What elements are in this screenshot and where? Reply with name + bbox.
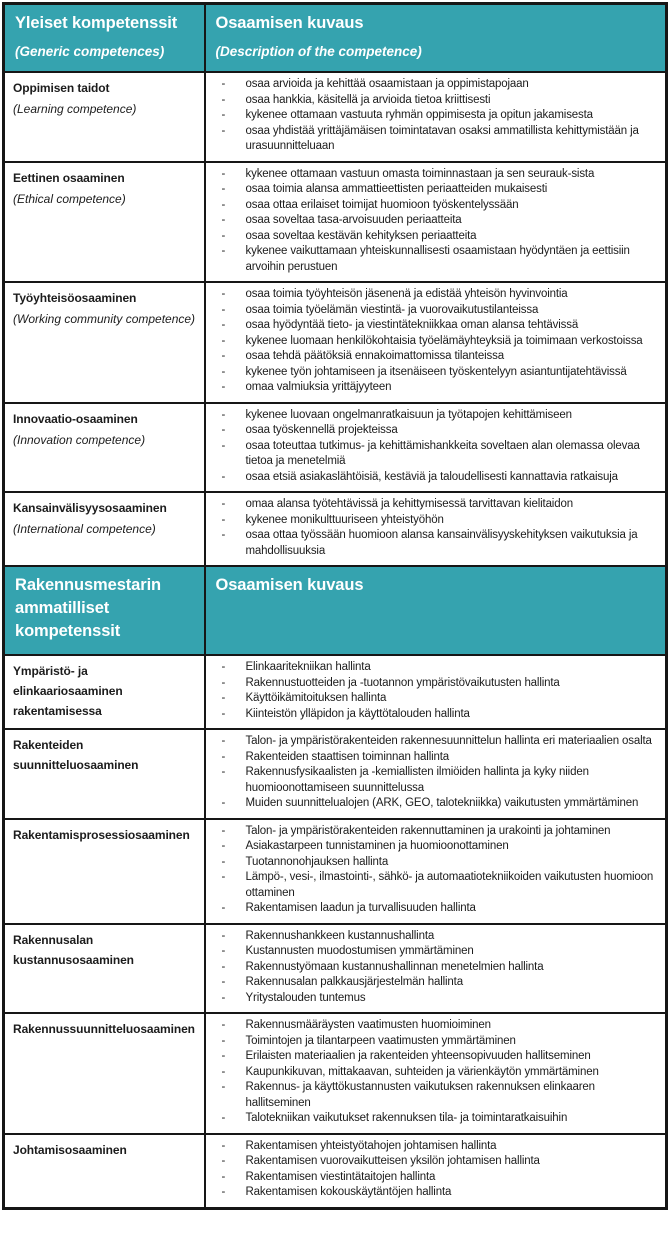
bullet-item xyxy=(206,824,660,840)
competence-row xyxy=(4,492,667,566)
bullet-item xyxy=(206,855,660,871)
bullet-item xyxy=(206,287,660,303)
bullet-text: osaa arvioida ja kehittää osaamistaan ja oppimistapojaan xyxy=(245,78,529,90)
section-header-right-cell xyxy=(205,566,667,655)
competence-label-content xyxy=(5,1014,204,1045)
bullet-item xyxy=(206,380,660,396)
bullet-text: osaa hankkia, käsitellä ja arvioida tietoa kriittisesti xyxy=(245,93,491,106)
bullet-item xyxy=(206,1049,660,1065)
bullet-dash: - xyxy=(221,78,226,90)
bullet-item xyxy=(206,796,660,812)
bullet-item xyxy=(206,991,660,1007)
competence-row xyxy=(4,924,667,1014)
competence-row xyxy=(4,819,667,924)
bullet-text: Talon- ja ympäristörakenteiden rakennesuunnittelun hallinta eri materiaalien osalta xyxy=(245,735,652,747)
bullet-list xyxy=(206,283,666,402)
description-cell xyxy=(205,819,667,924)
bullet-dash: - xyxy=(221,93,226,106)
description-header-title: Osaamisen kuvaus xyxy=(215,14,364,32)
competence-title: Kansainvälisyysosaaminen xyxy=(13,501,167,515)
bullet-list xyxy=(206,820,666,923)
competence-title: Rakentamisprosessiosaaminen xyxy=(13,827,190,842)
bullet-item xyxy=(206,901,660,917)
bullet-text: Rakenteiden staattisen toiminnan hallinta xyxy=(245,750,450,763)
section-header-row xyxy=(4,4,667,73)
bullet-dash: - xyxy=(221,1081,226,1093)
section-header-left-cell xyxy=(4,566,205,655)
bullet-text: Rakentamisen viestintätaitojen hallinta xyxy=(245,1170,436,1183)
bullet-item xyxy=(206,213,660,229)
bullet-dash: - xyxy=(221,692,226,704)
bullet-text: osaa soveltaa kestävän kehityksen periaatteita xyxy=(245,229,477,242)
bullet-item xyxy=(206,1139,660,1155)
bullet-dash: - xyxy=(221,1065,226,1078)
bullet-dash: - xyxy=(221,381,226,393)
competence-table xyxy=(2,2,668,1210)
bullet-item xyxy=(206,691,660,707)
competence-label-cell xyxy=(4,492,205,566)
competence-label-content xyxy=(5,925,204,976)
competence-row xyxy=(4,1013,667,1134)
description-cell xyxy=(205,282,667,403)
bullet-list xyxy=(206,404,666,492)
competence-label-content xyxy=(5,163,204,215)
competence-row xyxy=(4,282,667,403)
section-header-right-content xyxy=(206,5,666,71)
bullet-dash: - xyxy=(221,183,226,195)
bullet-item xyxy=(206,182,660,198)
competence-subtitle: (Learning competence) xyxy=(13,102,137,116)
bullet-list xyxy=(206,925,666,1013)
bullet-text: kykenee työn johtamiseen ja itsenäiseen työskentelyyn asiantuntijatehtävissä xyxy=(245,365,627,378)
bullet-item xyxy=(206,423,660,439)
bullet-item xyxy=(206,497,660,513)
bullet-dash: - xyxy=(221,513,226,526)
bullet-item xyxy=(206,960,660,976)
bullet-text: osaa toteuttaa tutkimus- ja kehittämishankkeita soveltaen alan olemassa olevaa tietoa ja menetelmiä xyxy=(245,439,640,467)
bullet-item xyxy=(206,77,660,93)
section-header-title: Rakennusmestarin ammatilliset kompetenssit xyxy=(15,576,162,640)
bullet-item xyxy=(206,349,660,365)
bullet-text: Rakennus- ja käyttökustannusten vaikutuksen rakennuksen elinkaaren hallitseminen xyxy=(245,1081,595,1109)
section-header-subtitle: (Generic competences) xyxy=(15,44,165,59)
bullet-dash: - xyxy=(221,902,226,914)
bullet-text: kykenee luovaan ongelmanratkaisuun ja työtapojen kehittämiseen xyxy=(245,408,572,421)
bullet-dash: - xyxy=(221,929,226,942)
bullet-text: osaa hyödyntää tieto- ja viestintätekniikkaa oman alansa tehtävissä xyxy=(245,319,579,331)
bullet-text: kykenee vaikuttamaan yhteiskunnallisesti osaamistaan hyödyntäen ja eettisiin arvoihin perustuen xyxy=(245,245,630,273)
section-header-left-content xyxy=(5,5,204,71)
competence-subtitle: (Ethical competence) xyxy=(13,191,126,206)
section-header-right-cell xyxy=(205,4,667,73)
bullet-dash: - xyxy=(221,303,226,316)
bullet-text: Rakentamisen vuorovaikutteisen yksilön johtamisen hallinta xyxy=(245,1155,540,1167)
bullet-dash: - xyxy=(221,334,226,347)
competence-label-content xyxy=(5,283,204,335)
bullet-dash: - xyxy=(221,229,226,242)
bullet-item xyxy=(206,707,660,723)
bullet-text: Lämpö-, vesi-, ilmastointi-, sähkö- ja automaatiotekniikoiden vaikutusten huomioon ottaminen xyxy=(245,871,654,899)
bullet-item xyxy=(206,334,660,350)
bullet-text: Kaupunkikuvan, mittakaavan, suhteiden ja värienkäytön ymmärtäminen xyxy=(245,1065,599,1078)
bullet-dash: - xyxy=(221,319,226,331)
bullet-dash: - xyxy=(221,1155,226,1167)
bullet-dash: - xyxy=(221,976,226,988)
bullet-item xyxy=(206,1065,660,1081)
competence-label-cell xyxy=(4,72,205,162)
bullet-dash: - xyxy=(221,1139,226,1152)
bullet-item xyxy=(206,470,660,486)
bullet-dash: - xyxy=(221,707,226,720)
competence-label-cell xyxy=(4,403,205,493)
section-header-right-content xyxy=(206,567,666,608)
section-header-left-cell xyxy=(4,4,205,73)
bullet-item xyxy=(206,1185,660,1201)
bullet-list xyxy=(206,1014,666,1133)
competence-label-content xyxy=(5,730,204,781)
bullet-text: Asiakastarpeen tunnistaminen ja huomioonottaminen xyxy=(245,840,509,852)
bullet-list xyxy=(206,1135,666,1207)
section-header-row xyxy=(4,566,667,655)
bullet-dash: - xyxy=(221,824,226,837)
competence-title: Innovaatio-osaaminen xyxy=(13,411,138,426)
competence-label-content xyxy=(5,656,204,727)
bullet-text: Muiden suunnittelualojen (ARK, GEO, talotekniikka) vaikutusten ymmärtäminen xyxy=(245,797,639,809)
bullet-dash: - xyxy=(221,350,226,362)
bullet-item xyxy=(206,944,660,960)
description-cell xyxy=(205,72,667,162)
section-header-title: Yleiset kompetenssit xyxy=(15,14,178,32)
competence-title: Rakennusalan kustannusosaaminen xyxy=(13,932,134,967)
bullet-text: Elinkaaritekniikan hallinta xyxy=(245,661,371,673)
bullet-text: osaa ottaa erilaiset toimijat huomioon työskentelyssään xyxy=(245,198,519,211)
bullet-item xyxy=(206,198,660,214)
bullet-item xyxy=(206,229,660,245)
bullet-text: osaa etsiä asiakaslähtöisiä, kestäviä ja taloudellisesti kannattavia ratkaisuja xyxy=(245,470,618,483)
bullet-text: Rakennustuotteiden ja -tuotannon ympäristövaikutusten hallinta xyxy=(245,676,560,689)
bullet-text: Kiinteistön ylläpidon ja käyttötalouden hallinta xyxy=(245,707,470,720)
bullet-list xyxy=(206,730,666,818)
competence-subtitle: (Working community competence) xyxy=(13,312,196,326)
competence-row xyxy=(4,655,667,729)
competence-row xyxy=(4,729,667,819)
bullet-item xyxy=(206,124,660,155)
bullet-text: osaa tehdä päätöksiä ennakoimattomissa tilanteissa xyxy=(245,350,504,362)
bullet-text: osaa työskennellä projekteissa xyxy=(245,424,398,436)
bullet-dash: - xyxy=(221,991,226,1004)
competence-subtitle: (Innovation competence) xyxy=(13,432,146,447)
bullet-dash: - xyxy=(221,1186,226,1198)
bullet-item xyxy=(206,750,660,766)
bullet-dash: - xyxy=(221,735,226,747)
bullet-dash: - xyxy=(221,198,226,211)
bullet-list xyxy=(206,656,666,728)
bullet-text: Rakentamisen laadun ja turvallisuuden hallinta xyxy=(245,902,476,914)
bullet-text: Talotekniikan vaikutukset rakennuksen tila- ja toimintaratkaisuihin xyxy=(245,1112,568,1124)
competence-table-body xyxy=(4,4,667,1209)
bullet-item xyxy=(206,108,660,124)
bullet-dash: - xyxy=(221,245,226,257)
bullet-dash: - xyxy=(221,661,226,673)
bullet-text: kykenee ottamaan vastuuta ryhmän oppimisesta ja opitun jakamisesta xyxy=(245,109,593,121)
bullet-text: Talon- ja ympäristörakenteiden rakennuttaminen ja urakointi ja johtaminen xyxy=(245,824,611,837)
bullet-dash: - xyxy=(221,408,226,421)
bullet-item xyxy=(206,1018,660,1034)
bullet-item xyxy=(206,929,660,945)
bullet-text: osaa ottaa työssään huomioon alansa kansainvälisyyskehityksen vaikutuksia ja mahdollisuuksia xyxy=(245,529,638,557)
competence-title: Rakenteiden suunnitteluosaaminen xyxy=(13,738,139,772)
bullet-text: Kustannusten muodostumisen ymmärtäminen xyxy=(245,945,474,957)
bullet-item xyxy=(206,765,660,796)
bullet-dash: - xyxy=(221,945,226,957)
bullet-text: Rakennusfysikaalisten ja -kemiallisten ilmiöiden hallinta ja kyky niiden huomioonottamiseen suunnittelussa xyxy=(245,766,589,794)
bullet-text: kykenee monikulttuuriseen yhteistyöhön xyxy=(245,513,444,526)
bullet-dash: - xyxy=(221,124,226,137)
description-cell xyxy=(205,1134,667,1209)
competence-title: Johtamisosaaminen xyxy=(13,1142,127,1157)
bullet-text: Rakennushankkeen kustannushallinta xyxy=(245,929,435,942)
bullet-item xyxy=(206,93,660,109)
bullet-text: Rakennustyömaan kustannushallinnan menetelmien hallinta xyxy=(245,960,544,973)
bullet-dash: - xyxy=(221,676,226,689)
bullet-dash: - xyxy=(221,470,226,483)
bullet-item xyxy=(206,1170,660,1186)
competence-title: Rakennussuunnitteluosaaminen xyxy=(13,1022,195,1036)
competence-subtitle: (International competence) xyxy=(13,522,156,536)
description-cell xyxy=(205,492,667,566)
competence-title: Oppimisen taidot xyxy=(13,81,110,95)
bullet-item xyxy=(206,975,660,991)
bullet-text: Tuotannonohjauksen hallinta xyxy=(245,855,389,868)
competence-title: Ympäristö- ja elinkaariosaaminen rakentamisessa xyxy=(13,664,123,718)
competence-label-cell xyxy=(4,819,205,924)
bullet-item xyxy=(206,303,660,319)
bullet-item xyxy=(206,660,660,676)
competence-row xyxy=(4,162,667,283)
bullet-dash: - xyxy=(221,1050,226,1062)
competence-label-cell xyxy=(4,729,205,819)
bullet-dash: - xyxy=(221,1112,226,1124)
bullet-dash: - xyxy=(221,365,226,378)
bullet-text: Rakentamisen yhteistyötahojen johtamisen hallinta xyxy=(245,1139,497,1152)
bullet-item xyxy=(206,528,660,559)
bullet-item xyxy=(206,513,660,529)
bullet-text: omaa valmiuksia yrittäjyyteen xyxy=(245,381,392,393)
bullet-text: Rakennusmääräysten vaatimusten huomioiminen xyxy=(245,1019,491,1031)
bullet-dash: - xyxy=(221,855,226,868)
bullet-list xyxy=(206,73,666,161)
bullet-item xyxy=(206,167,660,183)
competence-label-cell xyxy=(4,1134,205,1209)
bullet-dash: - xyxy=(221,288,226,300)
competence-label-content xyxy=(5,73,204,125)
bullet-text: Rakennusalan palkkausjärjestelmän hallinta xyxy=(245,976,463,988)
bullet-text: Rakentamisen kokouskäytäntöjen hallinta xyxy=(245,1186,452,1198)
bullet-text: omaa alansa työtehtävissä ja kehittymisessä tarvittavan kielitaidon xyxy=(245,498,573,510)
bullet-dash: - xyxy=(221,214,226,226)
competence-title: Eettinen osaaminen xyxy=(13,170,125,185)
description-header-subtitle: (Description of the competence) xyxy=(215,44,422,59)
bullet-dash: - xyxy=(221,1170,226,1183)
competence-label-content xyxy=(5,404,204,456)
bullet-item xyxy=(206,734,660,750)
bullet-item xyxy=(206,365,660,381)
bullet-dash: - xyxy=(221,750,226,763)
bullet-text: osaa toimia alansa ammattieettisten periaatteiden mukaisesti xyxy=(245,183,548,195)
bullet-item xyxy=(206,1034,660,1050)
bullet-text: Käyttöikämitoituksen hallinta xyxy=(245,692,387,704)
description-cell xyxy=(205,729,667,819)
bullet-text: Erilaisten materiaalien ja rakenteiden yhteensopivuuden hallitseminen xyxy=(245,1050,591,1062)
description-cell xyxy=(205,162,667,283)
bullet-item xyxy=(206,318,660,334)
bullet-dash: - xyxy=(221,766,226,778)
bullet-text: kykenee luomaan henkilökohtaisia työelämäyhteyksiä ja toimimaan verkostoissa xyxy=(245,334,643,347)
bullet-text: osaa toimia työyhteisön jäsenenä ja edistää yhteisön hyvinvointia xyxy=(245,288,568,300)
bullet-text: Yritystalouden tuntemus xyxy=(245,991,366,1004)
description-cell xyxy=(205,655,667,729)
competence-label-cell xyxy=(4,282,205,403)
bullet-item xyxy=(206,1154,660,1170)
competence-label-cell xyxy=(4,1013,205,1134)
bullet-item xyxy=(206,870,660,901)
bullet-dash: - xyxy=(221,167,226,180)
competence-label-content xyxy=(5,493,204,545)
bullet-dash: - xyxy=(221,439,226,452)
bullet-dash: - xyxy=(221,797,226,809)
competence-label-content xyxy=(5,1135,204,1166)
bullet-dash: - xyxy=(221,1034,226,1047)
competence-row xyxy=(4,403,667,493)
bullet-dash: - xyxy=(221,1019,226,1031)
bullet-item xyxy=(206,839,660,855)
competence-label-cell xyxy=(4,924,205,1014)
bullet-list xyxy=(206,493,666,565)
bullet-item xyxy=(206,676,660,692)
competence-row xyxy=(4,72,667,162)
bullet-list xyxy=(206,163,666,282)
competence-label-cell xyxy=(4,162,205,283)
bullet-item xyxy=(206,439,660,470)
competence-title: Työyhteisöosaaminen xyxy=(13,291,137,305)
bullet-item xyxy=(206,1111,660,1127)
bullet-dash: - xyxy=(221,498,226,510)
section-header-left-content xyxy=(5,567,204,654)
description-cell xyxy=(205,924,667,1014)
description-cell xyxy=(205,1013,667,1134)
bullet-dash: - xyxy=(221,840,226,852)
bullet-text: Toimintojen ja tilantarpeen vaatimusten ymmärtäminen xyxy=(245,1034,516,1047)
bullet-dash: - xyxy=(221,424,226,436)
competence-label-cell xyxy=(4,655,205,729)
bullet-dash: - xyxy=(221,871,226,883)
bullet-text: kykenee ottamaan vastuun omasta toiminnastaan ja sen seurauk-sista xyxy=(245,167,595,180)
bullet-dash: - xyxy=(221,109,226,121)
bullet-item xyxy=(206,408,660,424)
competence-row xyxy=(4,1134,667,1209)
bullet-text: osaa yhdistää yrittäjämäisen toimintatavan osaksi ammatillista kehittymistään ja urasuunnitteluaan xyxy=(245,124,639,152)
bullet-item xyxy=(206,244,660,275)
description-header-title: Osaamisen kuvaus xyxy=(215,576,364,594)
bullet-text: osaa soveltaa tasa-arvoisuuden periaatteita xyxy=(245,214,462,226)
competence-label-content xyxy=(5,820,204,851)
bullet-dash: - xyxy=(221,529,226,541)
bullet-dash: - xyxy=(221,960,226,973)
bullet-item xyxy=(206,1080,660,1111)
bullet-text: osaa toimia työelämän viestintä- ja vuorovaikutustilanteissa xyxy=(245,303,539,316)
description-cell xyxy=(205,403,667,493)
